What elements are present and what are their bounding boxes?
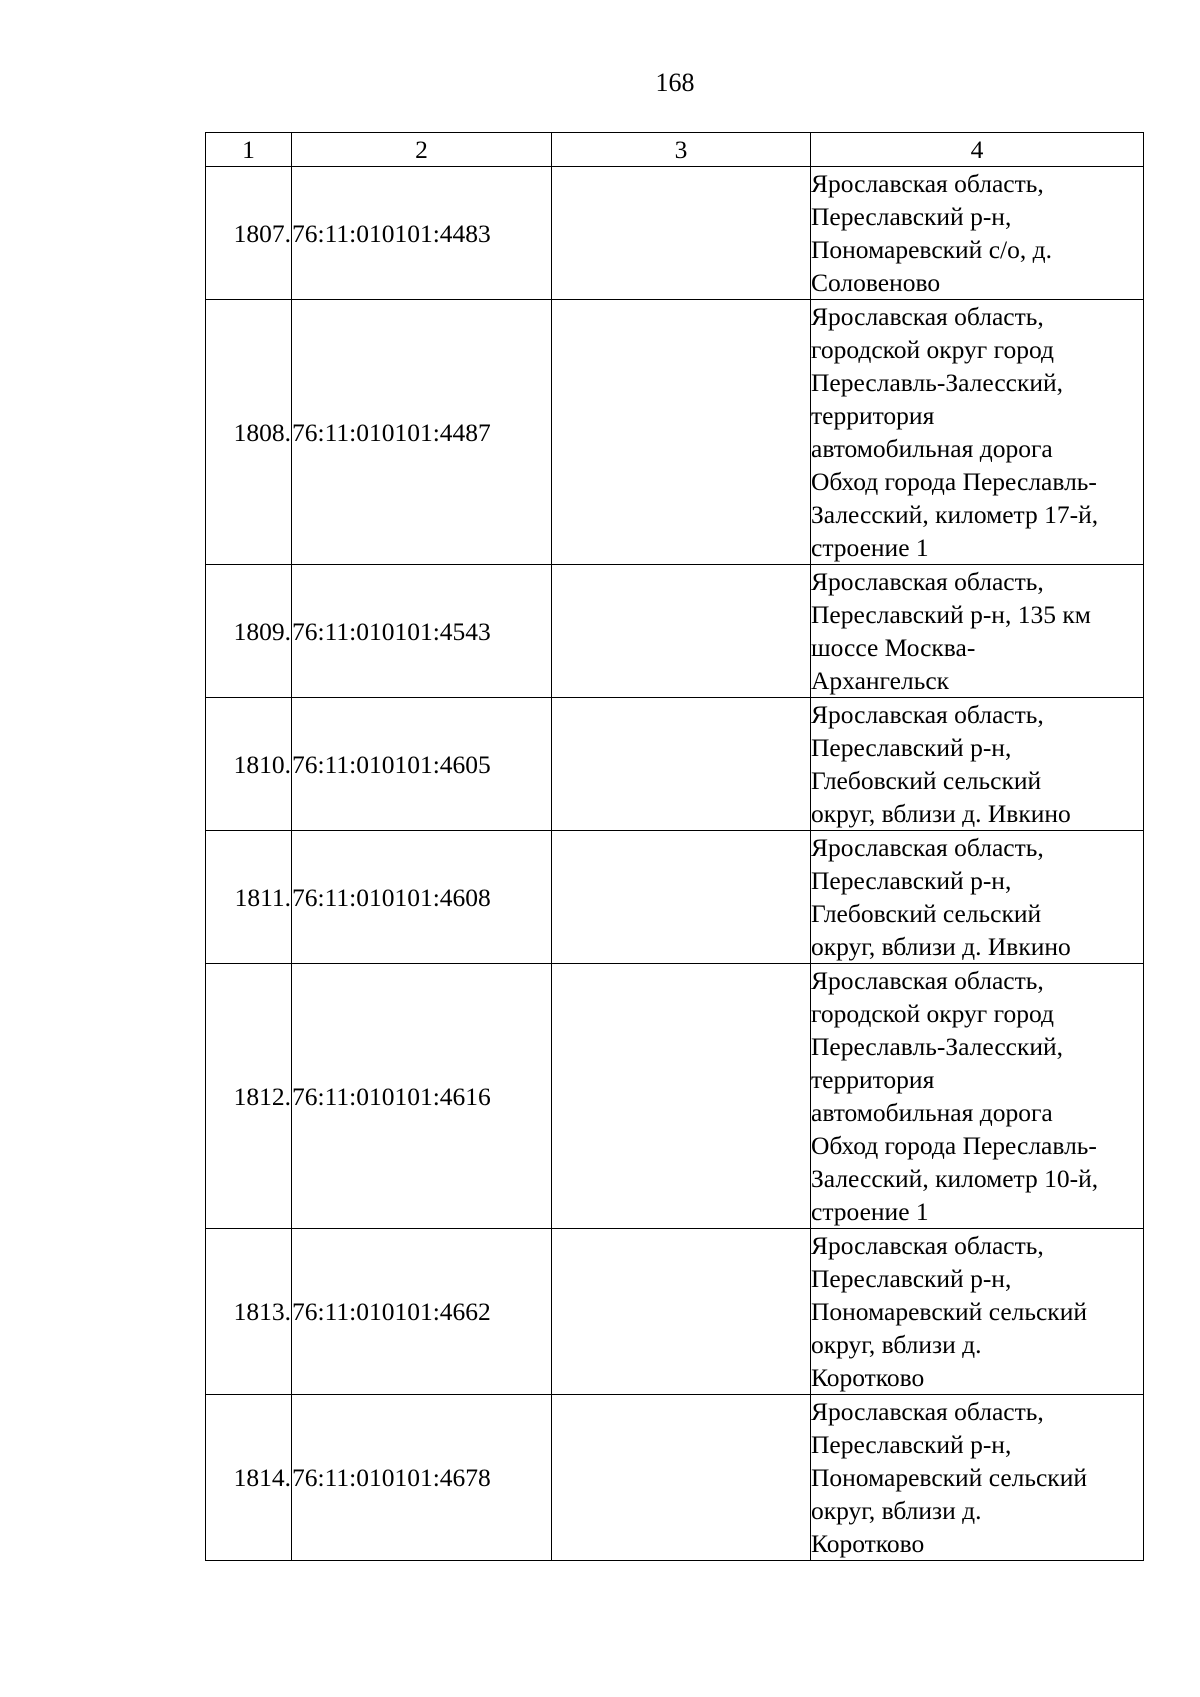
address-cell [811, 565, 1144, 698]
header-col-4: 4 [811, 133, 1144, 167]
header-col-3: 3 [552, 133, 811, 167]
header-col-1: 1 [206, 133, 292, 167]
address-line: городской округ город [811, 335, 1054, 364]
address-line: Ярославская область, [811, 302, 1044, 331]
cadastral-number: 76:11:010101:4487 [292, 300, 552, 565]
address-cell [811, 300, 1144, 565]
table-row [206, 964, 1144, 1229]
registry-table [205, 132, 1144, 1561]
address-line: территория [811, 1065, 935, 1094]
address-line: Соловеново [811, 268, 941, 297]
cadastral-number: 76:11:010101:4543 [292, 565, 552, 698]
header-col-2: 2 [292, 133, 552, 167]
row-number: 1813. [206, 1229, 292, 1395]
address-line: Коротково [811, 1529, 925, 1558]
address-line: Переславль-Залесский, [811, 1032, 1064, 1061]
address-line: Архангельск [811, 666, 950, 695]
address-line: Ярославская область, [811, 966, 1044, 995]
address-line: Глебовский сельский [811, 766, 1042, 795]
row-number: 1808. [206, 300, 292, 565]
address-line: строение 1 [811, 1197, 929, 1226]
address-line: округ, вблизи д. [811, 1330, 982, 1359]
row-number: 1812. [206, 964, 292, 1229]
address-line: Пономаревский сельский [811, 1463, 1087, 1492]
address-line: Переславский р-н, [811, 733, 1012, 762]
page-number: 168 [655, 68, 695, 97]
table-row [206, 565, 1144, 698]
cadastral-number: 76:11:010101:4608 [292, 831, 552, 964]
cadastral-number: 76:11:010101:4678 [292, 1395, 552, 1561]
address-line: округ, вблизи д. Ивкино [811, 932, 1071, 961]
address-cell [811, 1229, 1144, 1395]
address-line: Пономаревский сельский [811, 1297, 1087, 1326]
row-number: 1811. [206, 831, 292, 964]
table-body [206, 167, 1144, 1561]
address-line: Ярославская область, [811, 169, 1044, 198]
address-line: Ярославская область, [811, 1397, 1044, 1426]
row-number: 1807. [206, 167, 292, 300]
address-cell [811, 1395, 1144, 1561]
empty-cell [552, 698, 811, 831]
address-line: городской округ город [811, 999, 1054, 1028]
address-cell [811, 831, 1144, 964]
address-cell [811, 167, 1144, 300]
empty-cell [552, 831, 811, 964]
table-header [206, 133, 1144, 167]
empty-cell [552, 565, 811, 698]
cadastral-number: 76:11:010101:4483 [292, 167, 552, 300]
table-row [206, 300, 1144, 565]
address-line: автомобильная дорога [811, 434, 1053, 463]
address-line: Ярославская область, [811, 567, 1044, 596]
address-line: Переславский р-н, [811, 1430, 1012, 1459]
empty-cell [552, 1395, 811, 1561]
address-line: Переславский р-н, [811, 202, 1012, 231]
address-line: Коротково [811, 1363, 925, 1392]
empty-cell [552, 300, 811, 565]
address-cell [811, 698, 1144, 831]
table-row [206, 698, 1144, 831]
address-line: Глебовский сельский [811, 899, 1042, 928]
address-line: Переславский р-н, [811, 866, 1012, 895]
address-line: Обход города Переславль- [811, 1131, 1097, 1160]
table-row [206, 1229, 1144, 1395]
cadastral-number: 76:11:010101:4605 [292, 698, 552, 831]
address-line: строение 1 [811, 533, 929, 562]
address-line: Переславский р-н, [811, 1264, 1012, 1293]
address-line: Переславль-Залесский, [811, 368, 1064, 397]
address-line: округ, вблизи д. Ивкино [811, 799, 1071, 828]
table-row [206, 1395, 1144, 1561]
cadastral-number: 76:11:010101:4662 [292, 1229, 552, 1395]
address-line: шоссе Москва- [811, 633, 976, 662]
row-number: 1809. [206, 565, 292, 698]
address-line: Залесский, километр 10-й, [811, 1164, 1099, 1193]
address-line: территория [811, 401, 935, 430]
table-row [206, 831, 1144, 964]
address-line: автомобильная дорога [811, 1098, 1053, 1127]
address-line: Ярославская область, [811, 700, 1044, 729]
address-cell [811, 964, 1144, 1229]
address-line: Ярославская область, [811, 833, 1044, 862]
cadastral-number: 76:11:010101:4616 [292, 964, 552, 1229]
empty-cell [552, 1229, 811, 1395]
row-number: 1814. [206, 1395, 292, 1561]
row-number: 1810. [206, 698, 292, 831]
header-row [206, 133, 1144, 167]
address-line: Ярославская область, [811, 1231, 1044, 1260]
address-line: Переславский р-н, 135 км [811, 600, 1091, 629]
address-line: Залесский, километр 17-й, [811, 500, 1099, 529]
table-row [206, 167, 1144, 300]
address-line: Пономаревский с/о, д. [811, 235, 1052, 264]
empty-cell [552, 964, 811, 1229]
empty-cell [552, 167, 811, 300]
address-line: округ, вблизи д. [811, 1496, 982, 1525]
address-line: Обход города Переславль- [811, 467, 1097, 496]
